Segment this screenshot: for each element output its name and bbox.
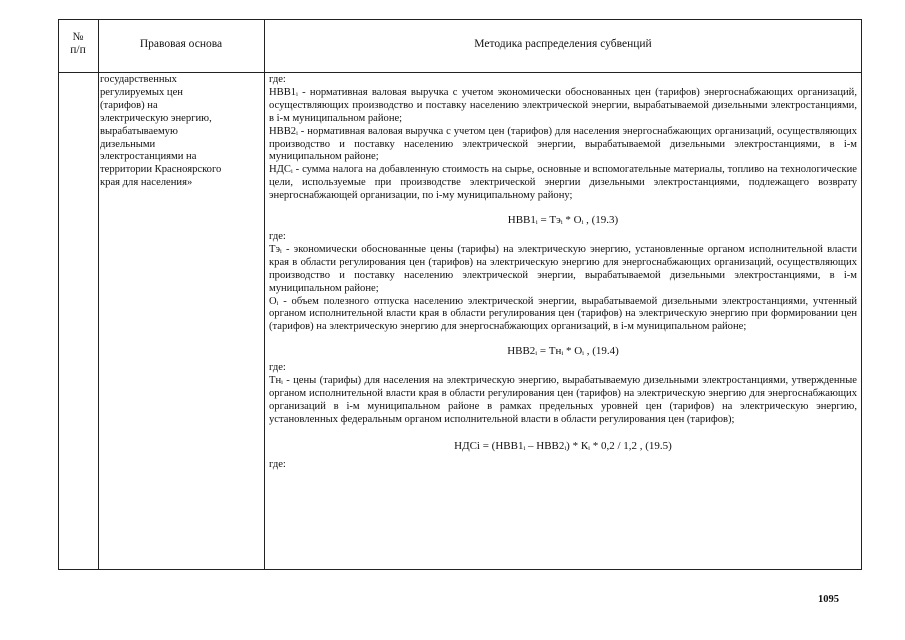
basis-line: территории Красноярского xyxy=(100,164,222,176)
basis-line: вырабатываемую xyxy=(100,125,178,137)
basis-line: дизельными xyxy=(100,138,156,150)
formula-19-4: НВВ2ᵢ = Тнᵢ * Оᵢ , (19.4) xyxy=(507,345,619,358)
header-col-basis: Правовая основа xyxy=(139,38,223,50)
legal-basis-cell xyxy=(100,74,260,190)
basis-line: электростанциями на xyxy=(100,151,197,163)
definition-nvv1: НВВ1ᵢ - нормативная валовая выручка с учетом экономически обоснованных цен (тарифов) энергоснабжающих организаций, осуществляющих производство и поставку населению электрической энергии, вырабатываемой дизельными электростанциями, в i-м муниципальном районе; xyxy=(269,86,857,124)
basis-line: государственных xyxy=(100,74,177,85)
definition-tn: Тнᵢ - цены (тарифы) для населения на электрическую энергию, вырабатываемую дизельными электростанциями, утвержденные органом исполнительной власти края в области регулирования цен (тарифов) на электрическую энергию для энергоснабжающих организаций в i-м муниципальном районе в рамках предельных уровней цен (тарифов) на электрическую энергию, установленных федеральным органом исполнительной власти в области регулирования цен (тарифов); xyxy=(269,375,857,425)
definition-nds: НДСᵢ - сумма налога на добавленную стоимость на сырье, основные и вспомогательные материалы, топливо на технологические цели, используемые при производстве электрической энергии дизельными электростанциями, подлежащего возврату энергоснабжающей организации, по i-му муниципальному району; xyxy=(269,164,857,202)
header-col-number: № п/п xyxy=(70,31,86,56)
basis-line: (тарифов) на xyxy=(100,99,158,111)
formula-19-5: НДСi = (НВВ1ᵢ – НВВ2ᵢ) * Кᵢ * 0,2 / 1,2 , (19.5) xyxy=(454,439,672,452)
header-divider xyxy=(58,72,862,73)
where-label: где: xyxy=(269,362,286,374)
header-col-method: Методика распределения субвенций xyxy=(474,38,652,50)
basis-line: электрическую энергию, xyxy=(100,112,212,124)
basis-line: края для населения» xyxy=(100,177,193,189)
method-cell xyxy=(269,74,857,471)
definition-o: Оᵢ - объем полезного отпуска населению электрической энергии, вырабатываемой дизельными электростанциями, учтенный органом исполнительной власти края в области регулирования цен (тарифов) на электрическую энергию при формировании цен (тарифов) на электрическую энергию для энергоснабжающих организаций, в i-м муниципальном районе; xyxy=(269,295,857,333)
column-divider-1 xyxy=(98,19,99,570)
page-number: 1095 xyxy=(818,594,839,605)
where-label: где: xyxy=(269,458,286,470)
where-label: где: xyxy=(269,230,286,242)
formula-19-3: НВВ1ᵢ = Тэᵢ * Оᵢ , (19.3) xyxy=(507,214,619,227)
definition-nvv2: НВВ2ᵢ - нормативная валовая выручка с учетом цен (тарифов) для населения энергоснабжающих организаций, осуществляющих производство и поставку населению электрической энергии, вырабатываемой дизельными электростанциями, в i-м муниципальном районе; xyxy=(269,125,857,163)
definition-te: Тэᵢ - экономически обоснованные цены (тарифы) на электрическую энергию, установленные органом исполнительной власти края в области регулирования цен (тарифов) на электрическую энергию для энергоснабжающих организаций, осуществляющих производство и поставку населению электрической энергии, вырабатываемой дизельными электростанциями, в i-м муниципальном районе; xyxy=(269,243,857,294)
where-label: где: xyxy=(269,74,286,85)
basis-line: регулируемых цен xyxy=(100,86,183,98)
column-divider-2 xyxy=(264,19,265,570)
